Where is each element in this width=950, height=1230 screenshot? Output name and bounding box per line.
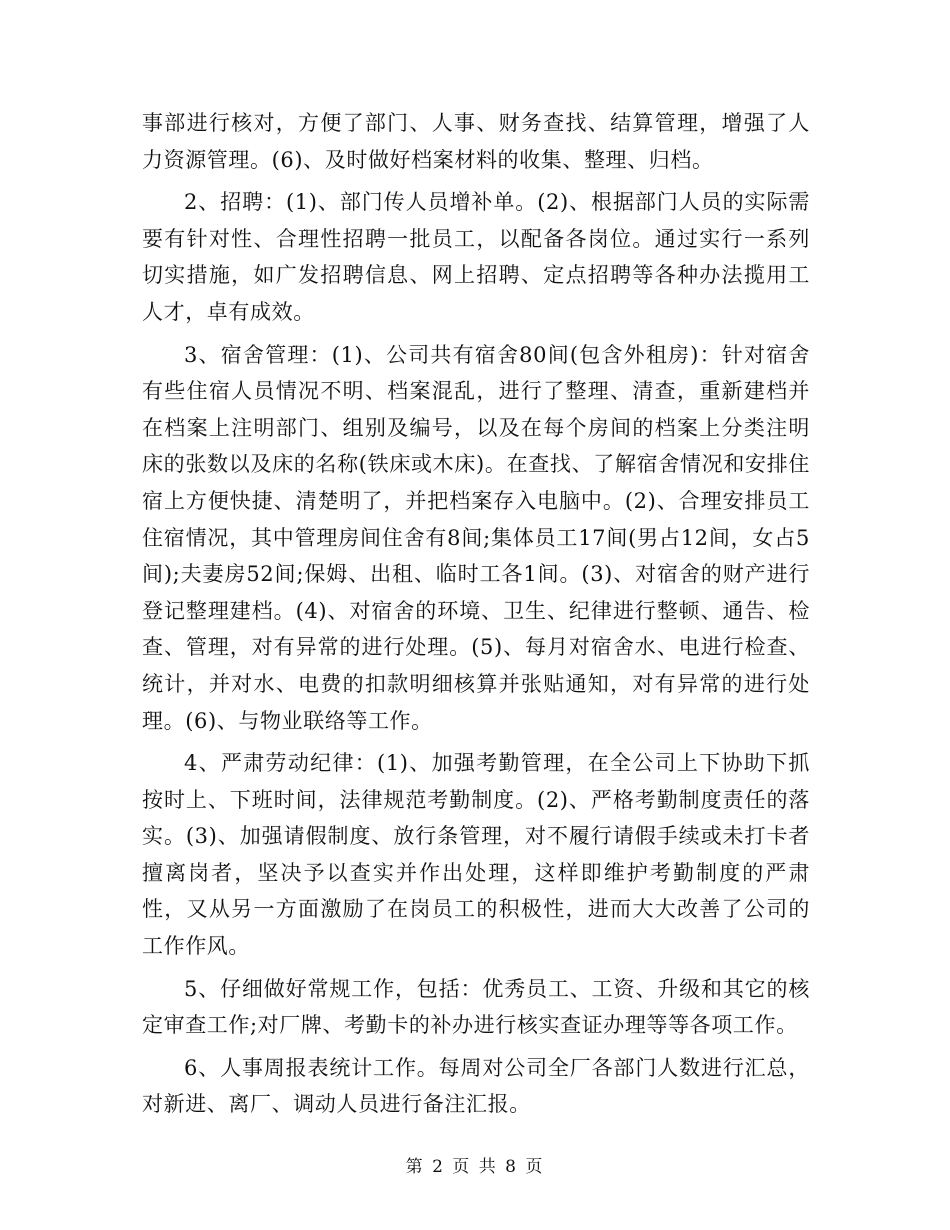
paragraph-recruitment: 2、招聘：(1)、部门传人员增补单。(2)、根据部门人员的实际需要有针对性、合理性招聘一批员工，以配备各岗位。通过实行一系列切实措施，如广发招聘信息、网上招聘、定点招聘等各种办法揽用工人才，卓有成效。 [142, 190, 810, 324]
paragraph-weekly-report: 6、人事周报表统计工作。每周对公司全厂各部门人数进行汇总，对新进、离厂、调动人员进行备注汇报。 [142, 1055, 810, 1117]
paragraph-continuation: 事部进行核对，方便了部门、人事、财务查找、结算管理，增强了人力资源管理。(6)、及时做好档案材料的收集、整理、归档。 [142, 111, 810, 172]
document-body [142, 105, 810, 1123]
page-number-footer: 第 2 页 共 8 页 [405, 1157, 545, 1177]
paragraph-discipline: 4、严肃劳动纪律：(1)、加强考勤管理，在全公司上下协助下抓按时上、下班时间，法律规范考勤制度。(2)、严格考勤制度责任的落实。(3)、加强请假制度、放行条管理，对不履行请假手续或未打卡者擅离岗者，坚决予以查实并作出处理，这样即维护考勤制度的严肃性，又从另一方面激励了在岗员工的积极性，进而大大改善了公司的工作作风。 [142, 751, 810, 959]
paragraph-routine-work: 5、仔细做好常规工作，包括：优秀员工、工资、升级和其它的核定审查工作;对厂牌、考勤卡的补办进行核实查证办理等等各项工作。 [142, 976, 810, 1038]
paragraph-dormitory: 3、宿舍管理：(1)、公司共有宿舍80间(包含外租房)：针对宿舍有些住宿人员情况不明、档案混乱，进行了整理、清查，重新建档并在档案上注明部门、组别及编号，以及在每个房间的档案上分类注明床的张数以及床的名称(铁床或木床)。在查找、了解宿舍情况和安排住宿上方便快捷、清楚明了，并把档案存入电脑中。(2)、合理安排员工住宿情况，其中管理房间住舍有8间;集体员工17间(男占12间，女占5间);夫妻房52间;保姆、出租、临时工各1间。(3)、对宿舍的财产进行登记整理建档。(4)、对宿舍的环境、卫生、纪律进行整顿、通告、检查、管理，对有异常的进行处理。(5)、每月对宿舍水、电进行检查、统计，并对水、电费的扣款明细核算并张贴通知，对有异常的进行处理。(6)、与物业联络等工作。 [142, 342, 810, 733]
